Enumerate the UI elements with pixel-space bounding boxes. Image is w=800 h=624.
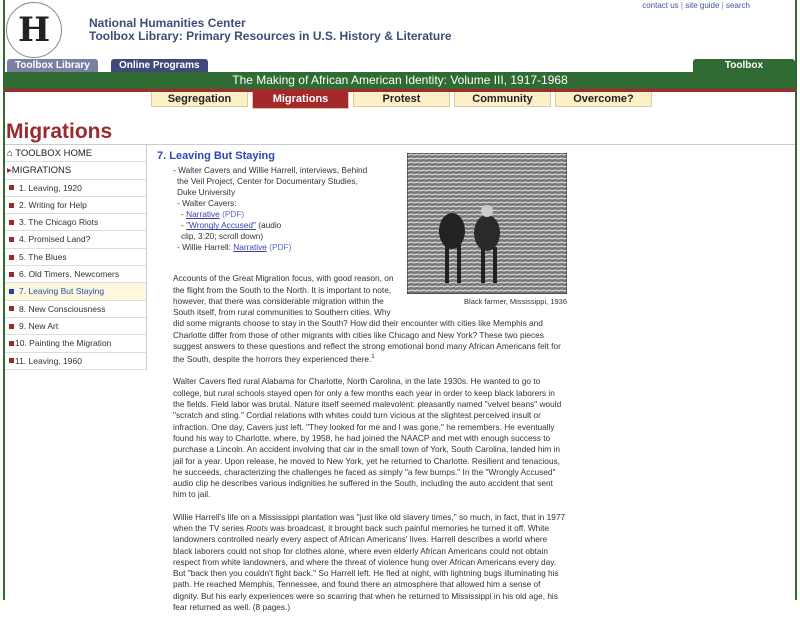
photo-figure bbox=[407, 153, 567, 307]
harrell-paragraph: Willie Harrell's life on a Mississippi plantation was "just like old slavery times," so much, in fact, that in 1977 when the TV series Roots was broadcast, it brought back such painful memories he turned it off. White landowners controlled nearly every aspect of African Americans' lives. Harrell describes a world where black laborers could not shop for clothes alone, where even elderly African Americans could not obtain respect from white landowners, and where the threat of violence hung over African Americans every day. But "back then you couldn't fight back." So Harrell left. He fled at night, with lightning bugs illuminating his path. He reached Memphis, Tennessee, and found there an atmosphere that allowed him a sense of dignity. But his early experiences were so scarring that when he returned to Mississippi in his old age, his fear returned as well. (8 pages.) bbox=[173, 511, 566, 613]
farmer-photo[interactable] bbox=[407, 153, 567, 294]
bullet-icon bbox=[9, 237, 14, 242]
site-guide-link[interactable]: site guide bbox=[685, 1, 720, 10]
contact-us-link[interactable]: contact us bbox=[642, 1, 679, 10]
harrell-narrative-link[interactable]: Narrative bbox=[233, 242, 267, 253]
tab-toolbox[interactable]: Toolbox bbox=[693, 59, 795, 73]
tab-toolbox-library[interactable]: Toolbox Library bbox=[7, 59, 98, 73]
cavers-narrative-link[interactable]: Narrative bbox=[186, 209, 220, 220]
subnav-community[interactable]: Community bbox=[454, 92, 551, 107]
sidebar-item[interactable]: 6. Old Timers, Newcomers bbox=[5, 266, 146, 283]
document-title: 7. Leaving But Staying bbox=[157, 150, 275, 162]
subnav-protest[interactable]: Protest bbox=[353, 92, 450, 107]
sidebar-item[interactable]: 2. Writing for Help bbox=[5, 197, 146, 214]
bullet-icon bbox=[9, 185, 14, 190]
bullet-icon bbox=[9, 272, 14, 277]
volume-banner: The Making of African American Identity: Volume III, 1917-1968 bbox=[5, 72, 795, 89]
article bbox=[157, 151, 567, 624]
bullet-icon bbox=[9, 289, 14, 294]
sidebar-item[interactable]: 9. New Art bbox=[5, 318, 146, 335]
sidebar-item[interactable]: 8. New Consciousness bbox=[5, 301, 146, 318]
sidebar-item[interactable]: 3. The Chicago Riots bbox=[5, 214, 146, 231]
site-subtitle: Toolbox Library: Primary Resources in U.S. History & Literature bbox=[89, 29, 452, 43]
sidebar-item[interactable]: 11. Leaving, 1960 bbox=[5, 353, 146, 370]
triangle-right-icon: ▸ bbox=[7, 165, 12, 177]
bullet-icon bbox=[9, 358, 14, 363]
search-link[interactable]: search bbox=[725, 1, 750, 10]
sidebar-item[interactable]: 1. Leaving, 1920 bbox=[5, 180, 146, 197]
sidebar bbox=[5, 145, 147, 370]
tab-online-programs[interactable]: Online Programs bbox=[111, 59, 208, 73]
photo-caption: Black farmer, Mississippi, 1936 bbox=[464, 297, 567, 306]
sidebar-section[interactable]: ▸MIGRATIONS bbox=[5, 162, 146, 179]
bullet-icon bbox=[9, 341, 14, 346]
bullet-icon bbox=[9, 220, 14, 225]
sidebar-item-current[interactable]: 7. Leaving But Staying bbox=[5, 283, 146, 300]
sidebar-home[interactable]: ⌂ TOOLBOX HOME bbox=[5, 145, 146, 162]
cavers-paragraph: Walter Cavers fled rural Alabama for Charlotte, North Carolina, in the late 1930s. He wanted to go to college, but rural schools stayed open for only a few months each year in order to keep black laborers in the fields. Field labor was brutal. Nature itself seemed malevolent: pleasantly named "velvet beans" would "scratch and sting." Cordial relations with whites could turn vicious at the slightest perceived insult or infraction. One day, Cavers just left. "They looked for me and I was gone," he remembers. He eventually found his way to Charlotte, where, by 1958, he had joined the NAACP and met with enough success to purchase a Lincoln. An accident involving that car in the small town of York, South Carolina, landed him in jail for a year. Upon release, he moved to New York, yet he returned to Charlotte. Resilient and tenacious, he succeeds, characterizing the challenges he faced as simply "a few bumps." In the "Wrongly Accused" audio clip he describes various indignities he suffered in the South, including the auto accident that sent him to jail. bbox=[173, 376, 562, 500]
bullet-icon bbox=[9, 255, 14, 260]
nhc-logo[interactable]: H bbox=[6, 2, 62, 58]
sidebar-item[interactable]: 4. Promised Land? bbox=[5, 231, 146, 248]
bullet-icon bbox=[9, 203, 14, 208]
footnote-ref[interactable]: 1 bbox=[371, 354, 375, 361]
sidebar-item[interactable]: 10. Painting the Migration bbox=[5, 335, 146, 352]
intro-paragraph: Accounts of the Great Migration focus, with good reason, on the flight from the South to the North. It is important to note, however, that there was considerable migration within the South itself, from rural communities to Southern cities. Why did some migrants choose to stay in the South? How did their encounter with cities like Memphis and Charlotte differ from those of other migrants with cities like Chicago and New York? These two pieces suggest answers to these questions and reflect the strong emotional bond many African Americans felt for the South, despite the horrors they experienced there.$^1$ bbox=[173, 273, 561, 365]
org-name: National Humanities Center bbox=[89, 16, 246, 30]
subnav-migrations[interactable]: Migrations bbox=[252, 92, 349, 109]
sidebar-item[interactable]: 5. The Blues bbox=[5, 249, 146, 266]
theme-nav bbox=[151, 92, 652, 109]
bullet-icon bbox=[9, 306, 14, 311]
bullet-icon bbox=[9, 324, 14, 329]
home-icon: ⌂ bbox=[7, 148, 13, 159]
source-citation: - Walter Cavers and Willie Harrell, interviews, Behind the Veil Project, Center for Documentary Studies, Duke University - Walter Cavers: - Narrative (PDF) - "Wrongly Accused" (audio clip, 3:20; scroll down) - Willie Harrell: Narrative (PDF) bbox=[173, 165, 368, 253]
wrongly-accused-link[interactable]: "Wrongly Accused" bbox=[186, 220, 256, 231]
subnav-overcome[interactable]: Overcome? bbox=[555, 92, 652, 107]
page-title: Migrations bbox=[6, 120, 113, 143]
subnav-segregation[interactable]: Segregation bbox=[151, 92, 248, 107]
top-links: contact us | site guide | search bbox=[642, 1, 750, 10]
